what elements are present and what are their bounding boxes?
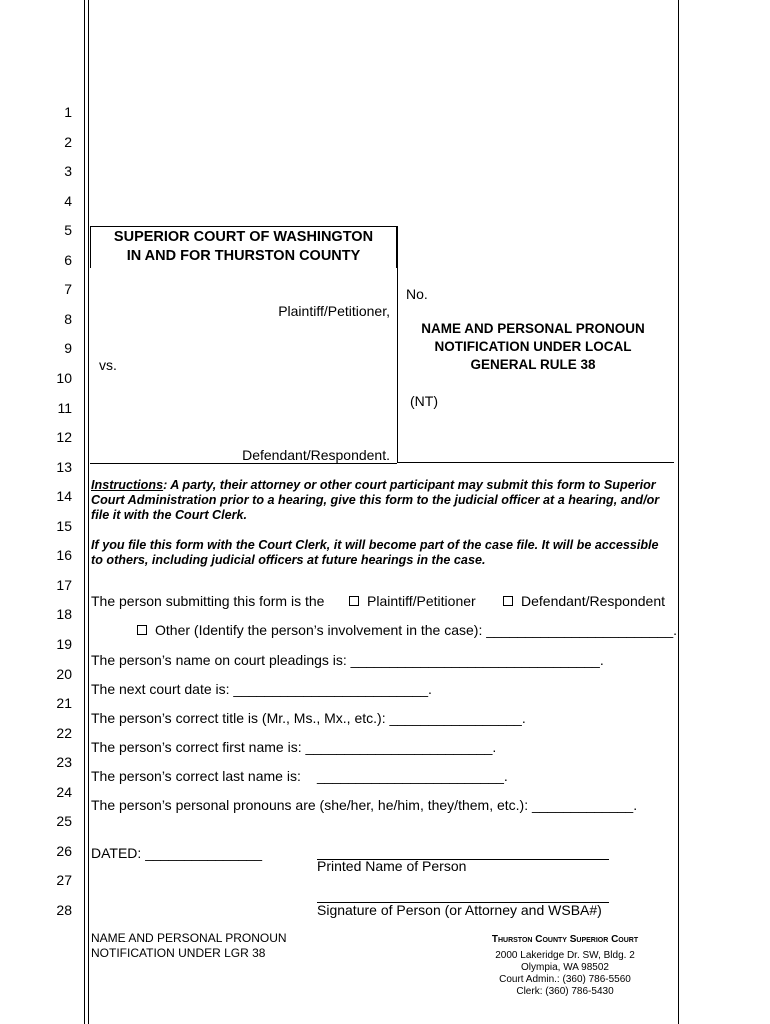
footer-court-name: Thurston County Superior Court	[491, 934, 639, 945]
correct-title-field[interactable]: The person’s correct title is (Mr., Ms., Mx., etc.): _________________.	[91, 710, 526, 726]
line-number: 3	[64, 163, 72, 180]
submitter-label: The person submitting this form is the	[91, 593, 325, 609]
filing-notice-paragraph: If you file this form with the Court Clerk, it will become part of the case file. It will be accessible to others, including judicial officers at future hearings in the case.	[91, 538, 659, 567]
left-margin-line-inner	[88, 0, 89, 1024]
line-number: 18	[56, 606, 72, 623]
plaintiff-checkbox-option[interactable]	[349, 593, 476, 609]
line-number: 4	[64, 192, 72, 209]
line-number: 22	[56, 724, 72, 741]
line-number: 21	[56, 695, 72, 711]
defendant-label: Defendant/Respondent.	[242, 447, 390, 463]
left-margin-line-outer	[84, 0, 85, 1024]
other-checkbox-option[interactable]	[137, 622, 677, 638]
pronouns-field[interactable]: The person’s personal pronouns are (she/her, he/him, they/them, etc.): _____________.	[91, 797, 638, 813]
court-title-line2: IN AND FOR THURSTON COUNTY	[126, 248, 361, 264]
line-number: 9	[64, 340, 72, 357]
vs-label: vs.	[99, 357, 117, 373]
line-number: 28	[56, 901, 72, 918]
line-number: 11	[57, 399, 72, 416]
footer-doc-title-line1: NAME AND PERSONAL PRONOUN	[91, 931, 287, 945]
name-on-pleadings-field[interactable]: The person’s name on court pleadings is: ________________________________.	[91, 652, 604, 668]
document-title-line2: NOTIFICATION UNDER LOCAL	[434, 339, 632, 354]
line-number: 6	[64, 251, 72, 268]
line-number: 13	[56, 458, 72, 475]
footer-address: 2000 Lakeridge Dr. SW, Bldg. 2	[495, 950, 635, 961]
line-number: 25	[56, 813, 72, 830]
plaintiff-option-label: Plaintiff/Petitioner	[367, 593, 476, 609]
line-number: 10	[56, 369, 72, 386]
line-number: 24	[56, 783, 72, 800]
line-number: 2	[64, 133, 72, 150]
footer-city: Olympia, WA 98502	[520, 962, 609, 973]
case-number-label: No.	[406, 286, 428, 302]
court-address-block	[440, 934, 690, 998]
instructions-text: : A party, their attorney or other court participant may submit this form to Superior Court Administration prior to a hearing, give this form to the judicial officer at a hearing, and/or file it with the Court Clerk.	[91, 478, 660, 522]
line-number: 17	[56, 576, 72, 593]
line-number: 26	[56, 842, 72, 859]
last-name-label: The person’s correct last name is:	[91, 768, 301, 784]
court-title-line1: SUPERIOR COURT OF WASHINGTON	[113, 229, 374, 245]
plaintiff-label: Plaintiff/Petitioner,	[278, 303, 390, 319]
line-number: 15	[56, 517, 72, 534]
last-name-field[interactable]: ________________________.	[317, 768, 508, 784]
next-court-date-field[interactable]: The next court date is: _________________________.	[91, 681, 432, 697]
footer-doc-title-line2: NOTIFICATION UNDER LGR 38	[91, 946, 266, 960]
printed-name-label: Printed Name of Person	[317, 858, 467, 874]
right-margin-line	[678, 0, 679, 1024]
first-name-field[interactable]: The person’s correct first name is: ________________________.	[91, 739, 497, 755]
line-number: 1	[64, 104, 72, 120]
line-number: 8	[64, 310, 72, 327]
line-number: 20	[56, 665, 72, 682]
other-checkbox[interactable]	[137, 625, 147, 635]
defendant-checkbox[interactable]	[503, 596, 513, 606]
caption-left-underline	[90, 463, 397, 464]
defendant-option-label: Defendant/Respondent	[521, 593, 665, 609]
caption-bottom-rule	[397, 462, 674, 463]
dated-field[interactable]: DATED: _______________	[91, 845, 262, 861]
document-title-line3: GENERAL RULE 38	[470, 357, 596, 372]
line-number: 7	[64, 281, 72, 298]
line-number: 5	[64, 222, 72, 239]
form-code: (NT)	[410, 393, 438, 409]
footer-admin-phone: Court Admin.: (360) 786-5560	[499, 974, 631, 985]
plaintiff-checkbox[interactable]	[349, 596, 359, 606]
footer-clerk-phone: Clerk: (360) 786-5430	[516, 986, 614, 997]
line-number: 27	[56, 872, 72, 889]
line-number: 12	[56, 429, 72, 446]
line-number: 23	[56, 754, 72, 771]
line-number: 14	[56, 488, 72, 505]
document-title-line1: NAME AND PERSONAL PRONOUN	[421, 321, 645, 336]
other-option-label: Other (Identify the person’s involvement in the case): ________________________.	[155, 622, 677, 638]
line-number: 16	[56, 547, 72, 564]
line-number: 19	[56, 635, 72, 652]
instructions-paragraph	[91, 478, 671, 523]
defendant-checkbox-option[interactable]	[503, 593, 665, 609]
instructions-label: Instructions	[91, 478, 164, 492]
signature-label: Signature of Person (or Attorney and WSBA#)	[317, 902, 602, 918]
